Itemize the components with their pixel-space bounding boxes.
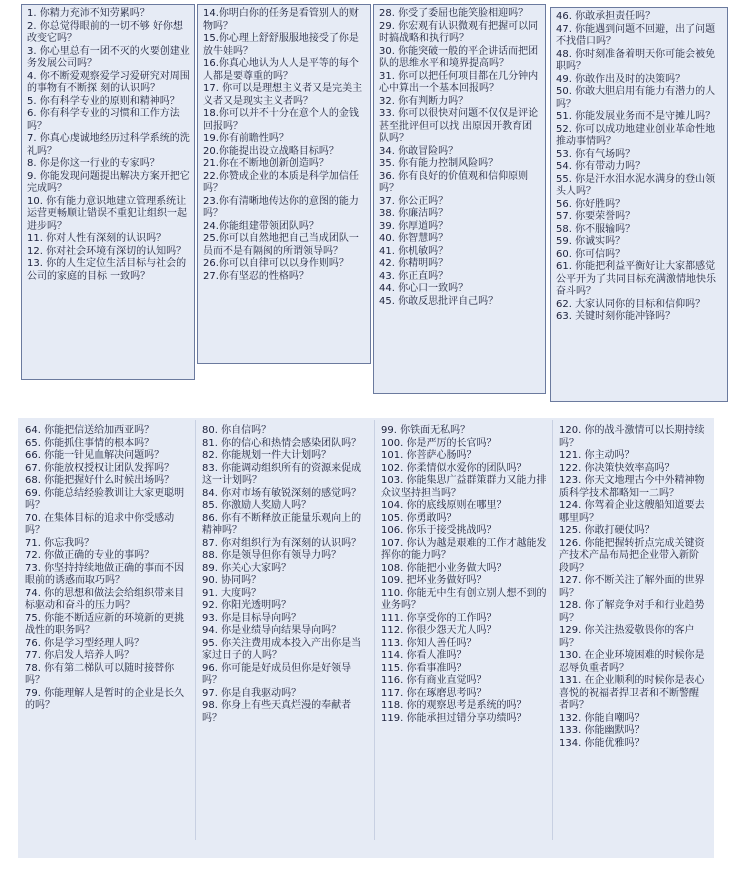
question-item: 55. 你是汗水泪水泥水满身的登山领头人吗？ [556,173,716,197]
question-item: 21.你在不断地创新创造吗？ [203,158,329,169]
question-item: 99. 你铁面无私吗？ [381,425,471,436]
question-item: 26.你可以自律可以以身作则吗？ [203,258,349,269]
question-item: 108. 你能把小业务做大吗？ [381,562,507,574]
question-item: 3. 你心里总有一团不灭的火要创建业务发展公司吗？ [27,45,190,69]
question-item: 101. 你菩萨心肠吗？ [381,450,477,461]
question-item: 31. 你可以把任何项目都在几分钟内心中算出一个基本回报吗？ [379,70,539,94]
question-item: 49. 你敢作出及时的决策吗？ [556,73,686,85]
question-column-7 [376,422,551,842]
question-item: 23.你有清晰地传达你的意图的能力吗？ [203,195,359,219]
question-panel-1 [21,4,195,380]
question-item: 1. 你精力充沛不知劳累吗？ [27,8,150,19]
question-item: 92. 你阳光透明吗？ [202,600,292,611]
question-item: 118. 你的观察思考是系统的吗？ [381,700,527,711]
question-item: 53. 你有气场吗？ [556,148,636,160]
question-item: 116. 你有商业直觉吗？ [381,675,487,686]
question-item: 39. 你厚道吗？ [379,220,449,232]
question-item: 89. 你关心大家吗？ [202,562,292,574]
question-item: 87. 你对组织行为有深刻的认识吗？ [202,537,362,549]
question-item: 54. 你有带动力吗？ [556,161,646,172]
question-item: 38. 你廉洁吗？ [379,208,449,219]
question-item: 93. 你是目标导向吗？ [202,612,302,624]
question-item: 44. 你心口一致吗？ [379,283,469,294]
question-item: 40. 你智慧吗？ [379,233,449,244]
question-item: 85. 你激励人奖励人吗？ [202,500,312,511]
column-divider [195,420,196,840]
question-list [374,5,545,308]
question-item: 2. 你总觉得眼前的一切不够 好你想改变它吗？ [27,20,183,44]
question-item: 29. 你宏观有认识微观有把握可以同时搞战略和执行吗？ [379,20,539,44]
question-item: 18.你可以并不十分在意个人的金钱回报吗？ [203,108,359,132]
question-list [20,422,194,713]
question-item: 68. 你能把握好什么时候出场吗？ [25,475,175,486]
question-item: 51. 你能发展业务而不是守摊儿吗？ [556,111,716,122]
question-item: 36. 你有良好的价值观和信仰原则吗？ [379,170,529,194]
question-item: 8. 你是你这一行业的专家吗？ [27,158,160,169]
question-item: 69. 你能总结经验教训让大家更聪明吗？ [25,487,185,511]
question-item: 19.你有前瞻性吗？ [203,133,289,144]
question-item: 56. 你好胜吗？ [556,198,626,210]
question-item: 103. 你能集思广益群策群力又能力排众议坚持担当吗？ [381,475,547,499]
question-item: 61. 你能把利益平衡好让大家都感觉公平开为了共同目标充满激情地快乐奋斗吗？ [556,261,716,297]
question-item: 27.你有坚忍的性格吗？ [203,270,309,282]
question-item: 58. 你不服输吗？ [556,223,636,235]
question-item: 66. 你能一针见血解决问题吗？ [25,450,165,461]
question-item: 70. 在集体目标的追求中你受感动吗？ [25,512,175,536]
question-item: 78. 你有第二梯队可以随时接替你吗？ [25,662,175,686]
question-item: 41. 你机敏吗？ [379,245,449,257]
question-item: 75. 你能不断适应新的环境新的更挑战性的职务吗？ [25,612,185,636]
question-item: 111. 你享受你的工作吗？ [381,612,497,624]
question-panel-4 [550,7,728,402]
question-item: 115. 你看事准吗？ [381,662,467,674]
question-item: 14.你明白你的任务是看管别人的财物吗？ [203,8,359,32]
question-item: 16.你真心地认为人人是平等的每个人都是要尊重的吗？ [203,58,359,82]
question-column-5 [20,422,194,842]
question-column-6 [197,422,373,842]
question-item: 81. 你的信心和热情会感染团队吗？ [202,437,362,449]
question-list [22,5,194,283]
question-item: 12. 你对社会环境有深切的认知吗？ [27,245,187,257]
question-item: 15.你心理上舒舒服服地接受了你是放牛娃吗？ [203,33,359,57]
question-item: 74. 你的思想和做法会给组织带来目标驱动和奋斗的压力吗？ [25,587,185,611]
question-item: 9. 你能发现问题提出解决方案开把它完成吗？ [27,170,190,194]
question-item: 7. 你真心虔诚地经历过科学系统的洗礼吗？ [27,133,190,157]
question-item: 79. 你能理解人是暂时的企业是长久的吗？ [25,687,185,711]
question-item: 59. 你诚实吗？ [556,236,626,247]
question-item: 86. 你有不断释放正能量乐观向上的精神吗？ [202,512,362,536]
question-item: 95. 你关注费用成本投入产出你是当家过日子的人吗？ [202,637,362,661]
question-item: 97. 你是自我驱动吗？ [202,687,302,699]
question-item: 102. 你柔情似水爱你的团队吗？ [381,462,527,474]
question-item: 22.你赞成企业的本质是科学加信任吗？ [203,170,359,194]
question-item: 50. 你敢大胆启用有能力有潜力的人吗？ [556,86,716,110]
question-item: 110. 你能无中生有创立别人想不到的业务吗？ [381,587,547,611]
question-item: 124. 你驾着企业这艘船知道要去哪里吗？ [559,500,705,524]
question-item: 106. 你乐于接受挑战吗？ [381,525,497,536]
question-item: 98. 你身上有些天真烂漫的奉献者吗？ [202,700,352,724]
question-item: 42. 你精明吗？ [379,258,449,269]
question-item: 83. 你能调动组织所有的资源来促成这一计划吗？ [202,462,362,486]
question-item: 91. 大度吗？ [202,587,262,599]
question-item: 63. 关键时刻你能冲锋吗？ [556,311,676,322]
question-item: 33. 你可以很快对问题不仅仅是评论甚至批评但可以找 出原因开教育团队吗？ [379,108,539,144]
question-item: 72. 你做正确的专业的事吗？ [25,550,155,561]
question-item: 109. 把坏业务做好吗？ [381,575,487,586]
question-item: 122. 你决策快效率高吗？ [559,462,675,474]
question-item: 117. 你在琢磨思考吗？ [381,687,487,699]
question-item: 96. 你可能是好成员但你是好领导吗？ [202,662,352,686]
question-item: 114. 你看人准吗？ [381,650,467,661]
question-item: 34. 你敢冒险吗？ [379,145,459,157]
question-item: 17. 你可以是理想主义者又是完美主义者又是现实主义者吗？ [203,83,363,107]
question-item: 120. 你的战斗激情可以长期持续吗？ [559,425,705,449]
column-divider [552,420,553,840]
question-item: 5. 你有科学专业的原则和精神吗？ [27,95,180,107]
question-panel-2 [197,4,371,364]
question-list [554,422,712,750]
question-item: 30. 你能突破一般的平企讲话而把团队的思维水平和境界提高吗？ [379,45,539,69]
question-item: 77. 你启发人培养人吗？ [25,650,135,661]
question-item: 45. 你敢反思批评自己吗？ [379,295,499,307]
question-item: 4. 你不断爱观察爱学习爱研究对周围的事物有不断探 刻的认识吗？ [27,70,190,94]
question-item: 112. 你很少怨天尤人吗？ [381,625,497,636]
question-item: 113. 你知人善任吗？ [381,637,477,649]
question-item: 35. 你有能力控制风险吗？ [379,158,499,169]
question-item: 65. 你能抓住事情的根本吗？ [25,437,155,449]
question-item: 67. 你能放权授权让团队发挥吗？ [25,462,175,474]
question-item: 48. 你时刻准备着明天你可能会被免职吗？ [556,48,716,72]
question-item: 80. 你自信吗？ [202,425,272,436]
column-divider [374,420,375,840]
question-item: 25.你可以自然地把自己当成团队一员而不是有隔阂的所谓领导吗？ [203,233,359,257]
question-item: 125. 你敢打硬仗吗？ [559,525,655,536]
question-item: 64. 你能把信送给加西亚吗？ [25,425,155,436]
question-item: 71. 你忘我吗？ [25,537,95,549]
question-item: 57. 你要荣誉吗？ [556,211,636,222]
question-item: 84. 你对市场有敏锐深刻的感觉吗？ [202,487,362,499]
question-item: 127. 你不断关注了解外面的世界吗？ [559,575,705,599]
question-item: 62. 大家认同你的目标和信仰吗？ [556,298,706,310]
question-item: 126. 你能把握转折点完成关键资产技术产品布局把企业带入新阶段吗？ [559,537,705,574]
question-item: 131. 在企业顺利的时候你是表心喜悦的祝福者捍卫者和不断警醒者吗？ [559,675,705,711]
question-item: 28. 你受了委屈也能笑脸相迎吗？ [379,8,529,19]
question-list [376,422,551,725]
question-item: 24.你能组建带领团队吗？ [203,220,319,232]
question-item: 107. 你认为越是艰难的工作才越能发挥你的能力吗？ [381,537,547,561]
question-item: 105. 你勇敢吗？ [381,512,457,524]
question-item: 10. 你有能力意识地建立管理系统让运营更畅顺让错误不重犯让组织一起进步吗？ [27,195,187,232]
question-item: 6. 你有科学专业的习惯和工作方法吗？ [27,108,180,132]
question-item: 132. 你能自嘲吗？ [559,712,645,724]
question-item: 129. 你关注热爱敬畏你的客户吗？ [559,625,695,649]
question-item: 37. 你公正吗？ [379,195,449,207]
question-item: 60. 你可信吗？ [556,248,626,260]
question-item: 32. 你有判断力吗？ [379,95,469,107]
question-item: 104. 你的底线原则在哪里？ [381,500,507,511]
question-item: 100. 你是严厉的长官吗？ [381,437,497,449]
question-list [197,422,373,725]
question-item: 13. 你的人生定位生活目标与社会的公司的家庭的目标 一致吗？ [27,258,187,282]
question-list [198,5,370,283]
question-panel-3 [373,4,546,394]
question-item: 46. 你敢承担责任吗？ [556,11,656,22]
question-list [551,8,727,324]
question-item: 47. 你能遇到问题不回避，出了问题不找借口吗？ [556,23,716,47]
question-item: 123. 你天文地理古今中外精神物质科学技术都略知一二吗？ [559,475,705,499]
question-item: 130. 在企业环境困难的时候你是忍辱负重者吗？ [559,650,705,674]
question-item: 43. 你正直吗？ [379,270,449,282]
question-item: 119. 你能承担过错分享功绩吗？ [381,712,527,724]
question-item: 121. 你主动吗？ [559,450,635,461]
question-item: 73. 你坚持持续地做正确的事而不因眼前的诱惑而取巧吗？ [25,562,185,586]
question-item: 133. 你能幽默吗？ [559,725,645,736]
question-item: 82. 你能规划一件大计划吗？ [202,450,332,461]
question-column-8 [554,422,712,842]
question-item: 20.你能提出设立战略目标吗？ [203,145,339,157]
question-item: 134. 你能优雅吗？ [559,737,645,749]
question-item: 11. 你对人性有深刻的认识吗？ [27,233,167,244]
question-item: 94. 你是业绩导向结果导向吗？ [202,625,342,636]
question-item: 88. 你是领导但你有领导力吗？ [202,550,342,561]
question-item: 76. 你是学习型经理人吗？ [25,637,145,649]
question-item: 128. 你了解竞争对手和行业趋势吗？ [559,600,705,624]
question-item: 90. 协同吗？ [202,575,262,586]
question-item: 52. 你可以成功地建业创业革命性地推动事情吗？ [556,123,716,147]
